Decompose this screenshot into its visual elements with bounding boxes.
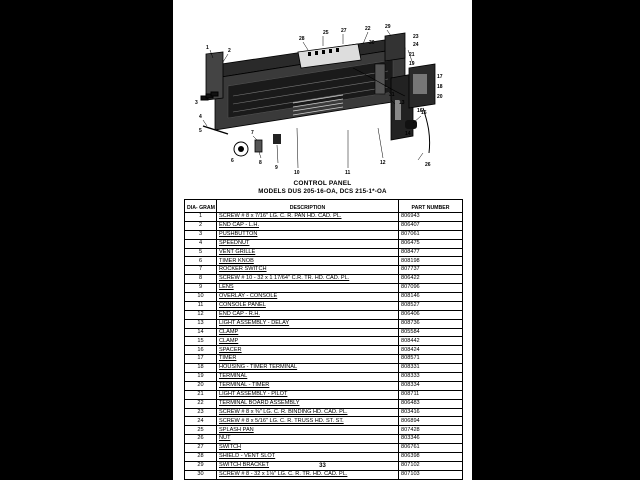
table-row [185, 399, 463, 408]
callout-19: 19 [409, 61, 415, 67]
part-number: 806483 [399, 399, 463, 408]
diagram-number: 28 [185, 453, 217, 462]
part-number: 806422 [399, 275, 463, 284]
table-row [185, 426, 463, 435]
diagram-number: 27 [185, 444, 217, 453]
header-part-number: PART NUMBER [399, 200, 463, 213]
parts-table-header [185, 200, 463, 213]
part-number: 808424 [399, 346, 463, 355]
part-number: 808571 [399, 355, 463, 364]
callout-5: 5 [199, 128, 202, 134]
table-row [185, 257, 463, 266]
callout-2: 2 [228, 48, 231, 54]
diagram-number: 25 [185, 426, 217, 435]
part-description: TERMINAL - TIMER [217, 381, 399, 390]
part-description: PUSHBUTTON [217, 230, 399, 239]
part-number: 808146 [399, 293, 463, 302]
callout-30: 30 [369, 40, 375, 46]
part-description: SPEEDNUT [217, 239, 399, 248]
part-number: 808527 [399, 301, 463, 310]
diagram-number: 19 [185, 373, 217, 382]
table-row [185, 453, 463, 462]
part-number: 806406 [399, 310, 463, 319]
part-description: HOUSING - TIMER TERMINAL [217, 364, 399, 373]
part-number: 806894 [399, 417, 463, 426]
part-description: LIGHT ASSEMBLY - DELAY [217, 319, 399, 328]
diagram-number: 30 [185, 470, 217, 479]
part-number: 808334 [399, 381, 463, 390]
table-row [185, 266, 463, 275]
callout-22: 22 [365, 26, 371, 32]
diagram-number: 21 [185, 390, 217, 399]
part-description: CONSOLE PANEL [217, 301, 399, 310]
diagram-number: 6 [185, 257, 217, 266]
table-row [185, 364, 463, 373]
callout-26: 26 [425, 162, 431, 168]
table-row [185, 301, 463, 310]
diagram-number: 18 [185, 364, 217, 373]
callout-13: 13 [399, 100, 405, 106]
table-row [185, 390, 463, 399]
part-description: TIMER [217, 355, 399, 364]
table-row [185, 275, 463, 284]
part-description: ROCKER SWITCH [217, 266, 399, 275]
part-number: 807102 [399, 461, 463, 470]
part-description: OVERLAY - CONSOLE [217, 293, 399, 302]
table-row [185, 248, 463, 257]
diagram-number: 8 [185, 275, 217, 284]
diagram-number: 14 [185, 328, 217, 337]
table-row [185, 373, 463, 382]
part-number: 806407 [399, 221, 463, 230]
part-description: TERMINAL [217, 373, 399, 382]
part-number: 806475 [399, 239, 463, 248]
parts-page [173, 0, 472, 480]
callout-31: 31 [389, 92, 395, 98]
part-number: 808442 [399, 337, 463, 346]
part-description: TERMINAL BOARD ASSEMBLY [217, 399, 399, 408]
callout-4: 4 [199, 114, 202, 120]
diagram-number: 7 [185, 266, 217, 275]
table-row [185, 230, 463, 239]
table-row [185, 444, 463, 453]
part-number: 808736 [399, 319, 463, 328]
part-description: TIMER KNOB [217, 257, 399, 266]
diagram-number: 29 [185, 461, 217, 470]
part-number: 808198 [399, 257, 463, 266]
callout-10: 10 [294, 170, 300, 176]
part-description: VENT GRILLE [217, 248, 399, 257]
part-description: SWITCH BRACKET [217, 461, 399, 470]
parts-table [184, 199, 463, 480]
diagram-number: 23 [185, 408, 217, 417]
part-description: CLAMP [217, 328, 399, 337]
callout-12: 12 [380, 160, 386, 166]
callout-25: 25 [323, 30, 329, 36]
callout-1: 1 [206, 45, 209, 51]
part-description: SCREW # 8 - 32 x 1⅛" LG. C. R. TR. HD. CAD. PL. [217, 470, 399, 479]
part-description: SCREW # 8 x 5/16" LG. C. R. TRUSS HD. ST. ST. [217, 417, 399, 426]
part-number: 803416 [399, 408, 463, 417]
callout-17: 17 [437, 74, 443, 80]
part-number: 807428 [399, 426, 463, 435]
table-row [185, 239, 463, 248]
diagram-number: 5 [185, 248, 217, 257]
callout-28: 28 [299, 36, 305, 42]
table-row [185, 470, 463, 479]
part-description: SPLASH PAN [217, 426, 399, 435]
part-number: 803346 [399, 435, 463, 444]
callout-16: 16 [417, 108, 423, 114]
diagram-number: 11 [185, 301, 217, 310]
table-row [185, 417, 463, 426]
diagram-number: 3 [185, 230, 217, 239]
model-numbers: MODELS DUS 205-16-OA, DCS 215-1*-OA [258, 188, 387, 195]
part-description: END CAP - R.H. [217, 310, 399, 319]
part-description: LENS [217, 284, 399, 293]
exploded-view-diagram [173, 8, 472, 176]
diagram-number: 12 [185, 310, 217, 319]
part-number: 808477 [399, 248, 463, 257]
table-row [185, 346, 463, 355]
callout-8: 8 [259, 160, 262, 166]
diagram-number: 10 [185, 293, 217, 302]
callout-21: 21 [409, 52, 415, 58]
part-number: 808331 [399, 364, 463, 373]
diagram-number: 20 [185, 381, 217, 390]
callout-9: 9 [275, 165, 278, 171]
part-description: SCREW # 8 x ⅜" LG. C. R. BINDING HD. CAD. PL. [217, 408, 399, 417]
callout-3: 3 [195, 100, 198, 106]
part-number: 808333 [399, 373, 463, 382]
table-row [185, 293, 463, 302]
part-number: 807061 [399, 230, 463, 239]
diagram-number: 26 [185, 435, 217, 444]
part-number: 806398 [399, 453, 463, 462]
parts-table-body [185, 213, 463, 480]
callout-23: 23 [413, 34, 419, 40]
part-number: 808711 [399, 390, 463, 399]
part-description: SWITCH [217, 444, 399, 453]
part-number: 807096 [399, 284, 463, 293]
diagram-number: 9 [185, 284, 217, 293]
table-row [185, 328, 463, 337]
table-row [185, 337, 463, 346]
diagram-number: 16 [185, 346, 217, 355]
part-description: NUT [217, 435, 399, 444]
page-number: 33 [319, 463, 326, 469]
callout-11: 11 [345, 170, 351, 176]
header-description: DESCRIPTION [217, 200, 399, 213]
part-number: 807103 [399, 470, 463, 479]
callout-6: 6 [231, 158, 234, 164]
callout-15: 15 [421, 110, 427, 116]
part-description: SCREW # 8 x 7/16" LG. C. R. PAN HD. CAD. PL. [217, 213, 399, 222]
table-row [185, 408, 463, 417]
table-row [185, 435, 463, 444]
diagram-number: 17 [185, 355, 217, 364]
callout-27: 27 [341, 28, 347, 34]
table-row [185, 221, 463, 230]
table-row [185, 213, 463, 222]
diagram-number: 1 [185, 213, 217, 222]
callout-18: 18 [437, 84, 443, 90]
table-row [185, 381, 463, 390]
diagram-number: 2 [185, 221, 217, 230]
part-description: SCREW # 10 - 32 x 1 17/64" C.R. TR. HD. CAD. PL. [217, 275, 399, 284]
callout-24: 24 [413, 42, 419, 48]
diagram-title: CONTROL PANEL [293, 180, 352, 187]
part-description: CLAMP [217, 337, 399, 346]
part-description: SPACER [217, 346, 399, 355]
part-number: 806943 [399, 213, 463, 222]
diagram-number: 22 [185, 399, 217, 408]
callout-14: 14 [405, 131, 411, 137]
part-description: LIGHT ASSEMBLY - PILOT [217, 390, 399, 399]
table-row [185, 310, 463, 319]
diagram-number: 24 [185, 417, 217, 426]
table-row [185, 319, 463, 328]
callout-29: 29 [385, 24, 391, 30]
control-panel-drawing [173, 8, 472, 176]
callout-7: 7 [251, 130, 254, 136]
diagram-number: 13 [185, 319, 217, 328]
diagram-number: 4 [185, 239, 217, 248]
part-number: 807737 [399, 266, 463, 275]
part-description: SHIELD - VENT SLOT [217, 453, 399, 462]
diagram-number: 15 [185, 337, 217, 346]
part-description: END CAP - L.H. [217, 221, 399, 230]
table-row [185, 284, 463, 293]
part-number: 806761 [399, 444, 463, 453]
callout-20: 20 [437, 94, 443, 100]
table-row [185, 355, 463, 364]
part-number: 805584 [399, 328, 463, 337]
header-diagram: DIA- GRAM [185, 200, 217, 213]
